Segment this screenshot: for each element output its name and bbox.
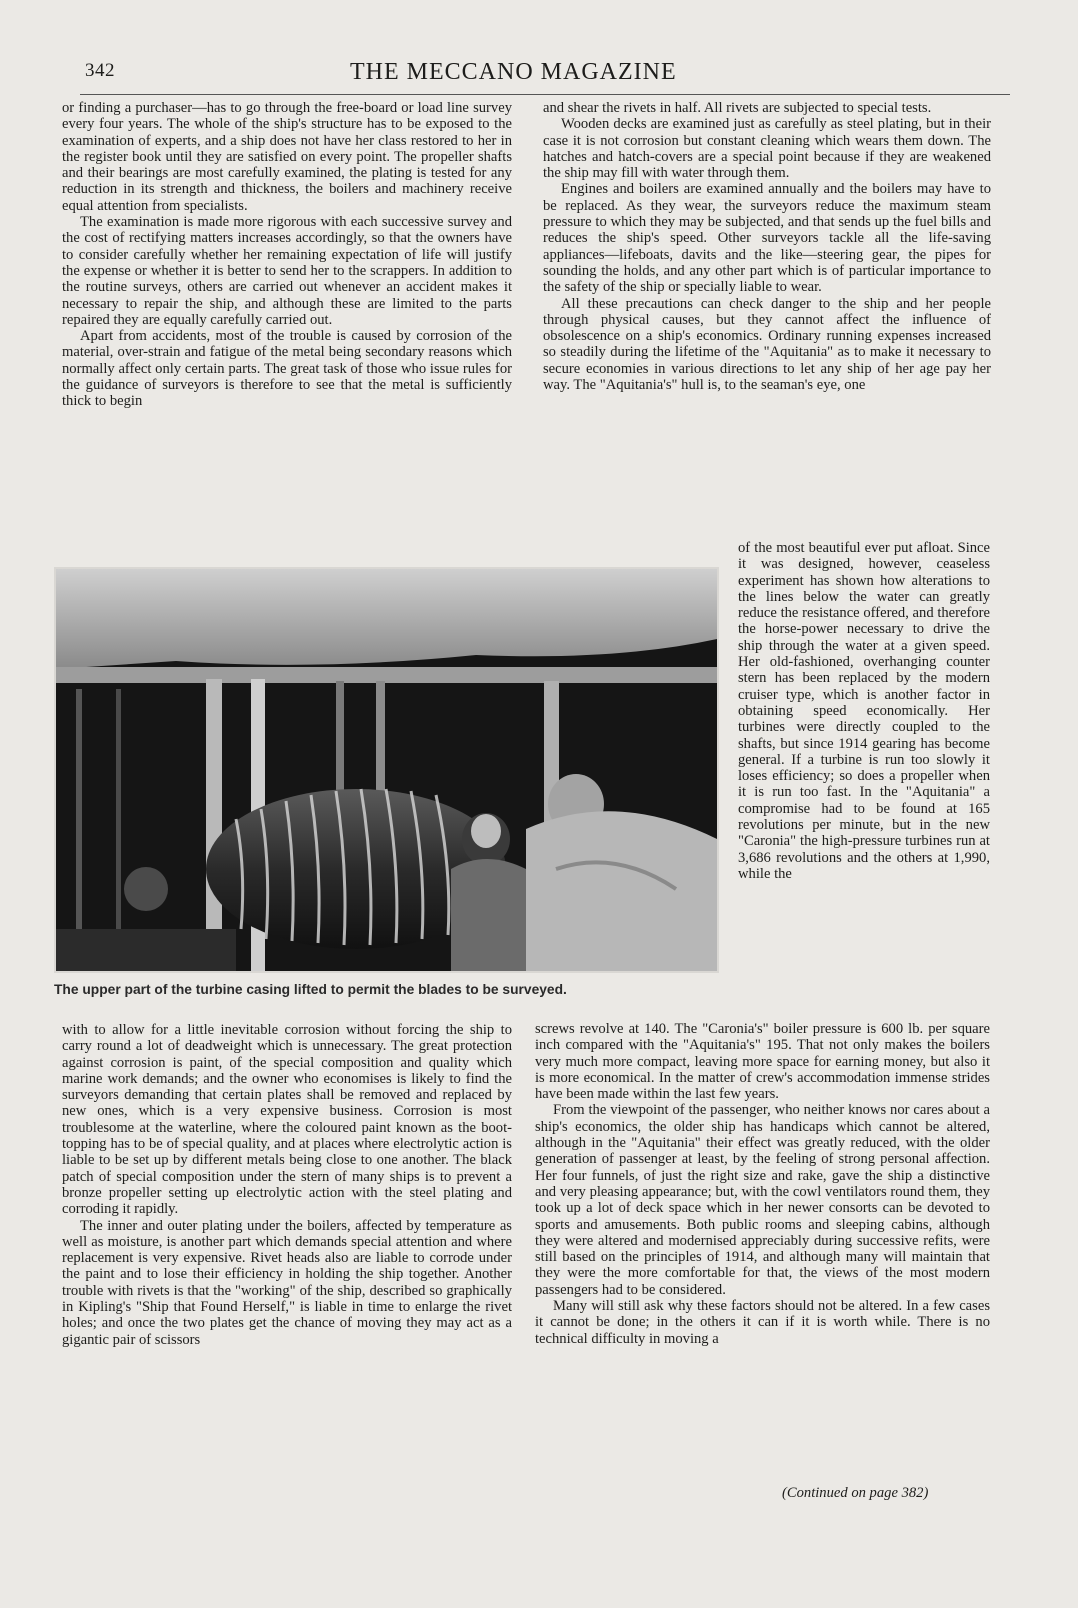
paragraph: and shear the rivets in half. All rivets are subjected to special tests. <box>543 100 932 116</box>
left-column-top <box>62 100 512 410</box>
right-column-top <box>543 100 991 393</box>
paragraph: The examination is made more rigorous with each successive survey and the cost of rectifying matters increases accordingly, so that the owners have to consider carefully whether her remaining expectation of life will justify the expense or whether it is better to send her to the scrappers. In addition to the routine surveys, others are carried out whenever an accident makes it necessary to repair the ship, and although these are limited to the parts repaired they are equally carefully carried out. <box>62 214 512 328</box>
photo-caption: The upper part of the turbine casing lifted to permit the blades to be surveyed. <box>54 982 567 997</box>
right-column-bottom <box>535 1021 990 1347</box>
paragraph: From the viewpoint of the passenger, who neither knows nor cares about a ship's economics, the older ship has handicaps which cannot be altered, although in the "Aquitania" their effect was greatly reduced, with the older generation of passenger at least, by the feeling of strong personal affection. Her four funnels, of just the right size and rake, gave the ship a distinctive and very pleasing appearance; but, with the cowl ventilators round them, they took up a lot of deck space which in her newer consorts can be devoted to sports and amusements. Both public rooms and sleeping cabins, although they were altered and modernised appreciably during successive refits, were still based on the principles of 1914, and although many will maintain that they were the more comfortable for that, the views of the most modern passengers had to be considered. <box>535 1102 990 1298</box>
header-rule <box>80 94 1010 95</box>
paragraph: or finding a purchaser—has to go through the free-board or load line survey every four years. The whole of the ship's structure has to be exposed to the examination of experts, and a ship does not have her class restored to her in the register book until they are satisfied on every point. The propeller shafts and their bearings are most carefully examined, the plating is tested for any reduction in its strength and thickness, the boilers and machinery receive equal attention from specialists. <box>62 100 512 214</box>
paragraph: Apart from accidents, most of the trouble is caused by corrosion of the material, over-strain and fatigue of the metal being secondary reasons which normally affect only certain parts. The great task of those who issue rules for the guidance of surveyors is therefore to see that the metal is sufficiently thick to begin <box>62 328 512 410</box>
continued-note: (Continued on page 382) <box>782 1485 929 1501</box>
paragraph: Engines and boilers are examined annually and the boilers may have to be replaced. As they wear, the surveyors reduce the maximum steam pressure to which they may be subjected, and that sends up the fuel bills and reduces the ship's speed. Other surveyors tackle all the life-saving appliances—lifeboats, davits and the like—steering gear, the pipes for sounding the holds, and any other part which is of particular importance to the safety of the ship or specially liable to wear. <box>543 181 991 296</box>
page-header <box>60 60 1018 94</box>
paragraph: with to allow for a little inevitable corrosion without forcing the ship to carry round a lot of deadweight which is unnecessary. The great protection against corrosion is paint, of the special composition and quality which marine work demands; and the owner who economises is likely to find the surveyors demanding that certain plates shall be removed and replaced by new ones, which is a very expensive business. Corrosion is most troublesome at the waterline, where the coloured paint known as the boot-topping has to be of special quality, and at places where electrolytic action is liable to be set up by different metals being close to one another. The black patch of special composition under the stern of many ships is to prevent a bronze propeller setting up electrolytic action with the steel plating and corroding it rapidly. <box>62 1022 512 1218</box>
paragraph: of the most beautiful ever put afloat. Since it was designed, however, ceaseless experiment has shown how alterations to the lines below the water can greatly reduce the resistance offered, and therefore the horse-power necessary to drive the ship through the water at a given speed. Her old-fashioned, overhanging counter stern has been replaced by the modern cruiser type, which is another factor in obtaining speed economically. Her turbines were directly coupled to the shafts, but since 1914 gearing has become general. If a turbine is run too slowly it loses efficiency; so does a propeller when it is run too fast. In the "Aquitania" a compromise had to be found at 165 revolutions per minute, but in the new "Caronia" the high-pressure turbines run at 3,686 revolutions and the others at 1,990, while the <box>738 540 990 882</box>
paragraph: Wooden decks are examined just as carefully as steel plating, but in their case it is not corrosion but constant cleaning which wears them down. The hatches and hatch-covers are a special point because if they are weakened the ship may fill with water through them. <box>543 116 991 182</box>
paragraph: screws revolve at 140. The "Caronia's" boiler pressure is 600 lb. per square inch compared with the "Aquitania's" 195. That not only makes the boilers very much more compact, leaving more space for earning money, but also it is more economical. In the matter of crew's accommodation immense strides have been made within the last few years. <box>535 1021 990 1103</box>
magazine-title: THE MECCANO MAGAZINE <box>350 59 677 85</box>
left-column-bottom <box>62 1022 512 1348</box>
turbine-photo <box>54 567 719 973</box>
paragraph: All these precautions can check danger to the ship and her people through physical causes, but they cannot affect the influence of obsolescence on a ship's economics. Ordinary running expenses increased so steadily during the lifetime of the "Aquitania" as to make it necessary to secure economies in various directions to let any ship of her age pay her way. The "Aquitania's" hull is, to the seaman's eye, one <box>543 295 991 394</box>
right-column-narrow <box>738 540 990 882</box>
paragraph: The inner and outer plating under the boilers, affected by temperature as well as moisture, is another part which demands special attention and where replacement is very expensive. Rivet heads also are liable to corrode under the paint and to lose their efficiency in holding the ship together. Another trouble with rivets is that the "working" of the ship, described so graphically in Kipling's "Ship that Found Herself," is liable in time to enlarge the rivet holes; and once the two plates get the chance of moving they may act as a gigantic pair of scissors <box>62 1217 512 1348</box>
page-number: 342 <box>85 60 115 81</box>
paragraph: Many will still ask why these factors should not be altered. In a few cases it cannot be done; in the others it can if it is worth while. There is no technical difficulty in moving a <box>535 1298 990 1347</box>
